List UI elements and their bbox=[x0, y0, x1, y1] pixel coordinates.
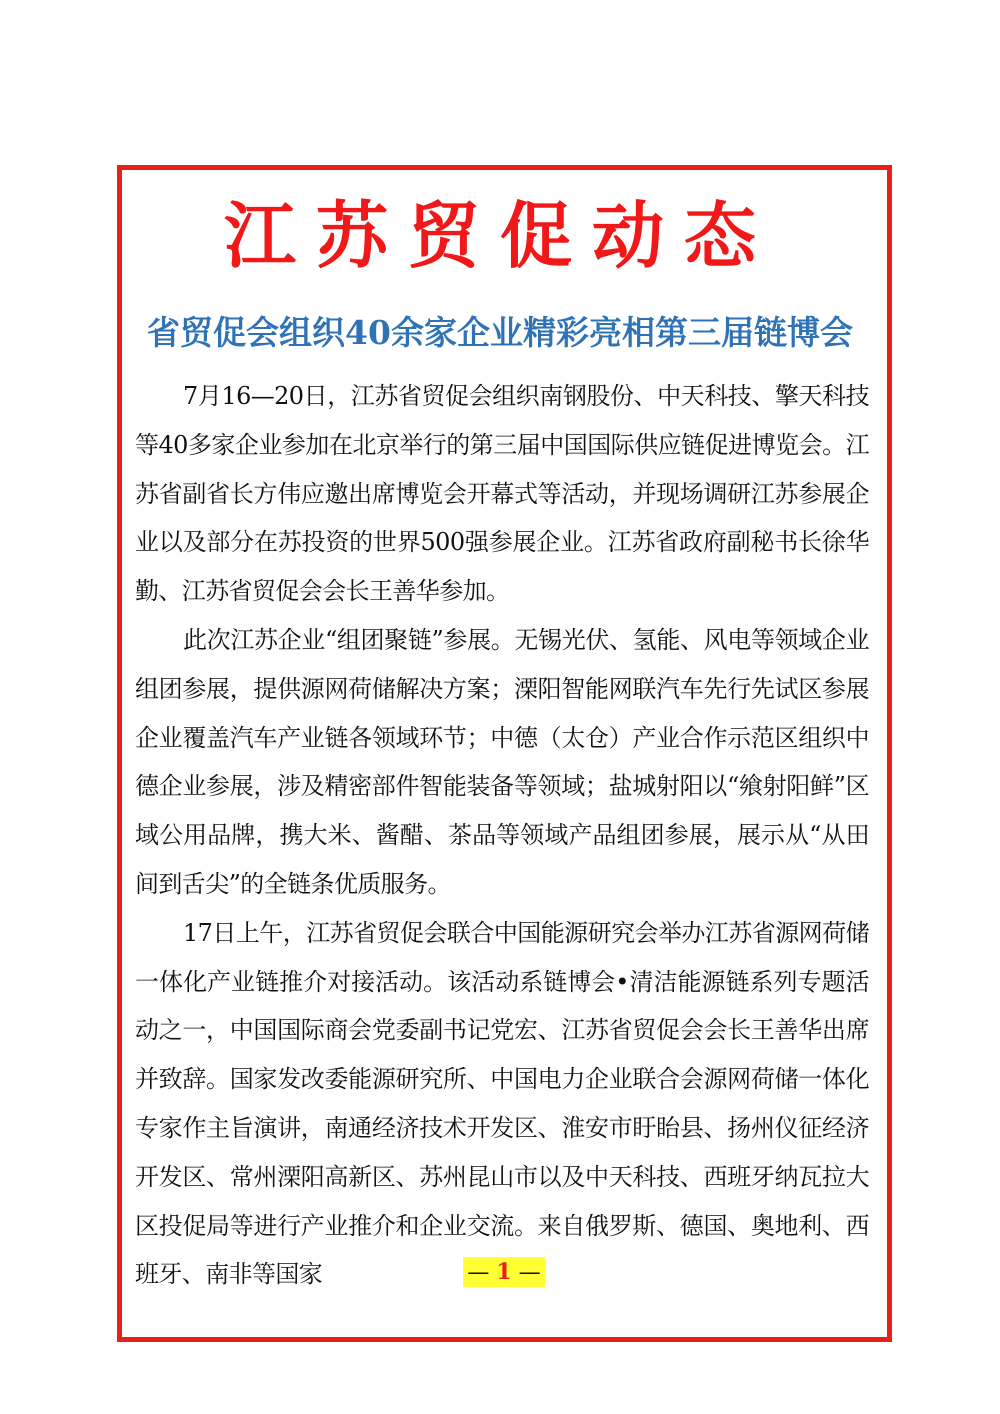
page-number-suffix: — bbox=[518, 1260, 541, 1285]
article-paragraph: 7月16—20日，江苏省贸促会组织南钢股份、中天科技、擎天科技等40多家企业参加在北京举行的第三届中国国际供应链促进博览会。江苏省副省长方伟应邀出席博览会开幕式等活动，并现场调研江苏参展企业以及部分在苏投资的世界500强参展企业。江苏省政府副秘书长徐华勤、江苏省贸促会会长王善华参加。 bbox=[135, 382, 869, 606]
article-body bbox=[135, 372, 869, 1299]
page-number-value: 1 bbox=[496, 1259, 512, 1285]
article-paragraph: 17日上午，江苏省贸促会联合中国能源研究会举办江苏省源网荷储一体化产业链推介对接活动。该活动系链博会•清洁能源链系列专题活动之一，中国国际商会党委副书记党宏、江苏省贸促会会长王善华出席并致辞。国家发改委能源研究所、中国电力企业联合会源网荷储一体化专家作主旨演讲，南通经济技术开发区、淮安市盱眙县、扬州仪征经济开发区、常州溧阳高新区、苏州昆山市以及中天科技、西班牙纳瓦拉大区投促局等进行产业推介和企业交流。来自俄罗斯、德国、奥地利、西班牙、南非等国家 bbox=[135, 918, 869, 1289]
article-paragraph: 此次江苏企业“组团聚链”参展。无锡光伏、氢能、风电等领域企业组团参展，提供源网荷储解决方案；溧阳智能网联汽车先行先试区参展企业覆盖汽车产业链各领域环节；中德（太仓）产业合作示范区组织中德企业参展，涉及精密部件智能装备等领域；盐城射阳以“飨射阳鲜”区域公用品牌，携大米、酱醋、茶品等领域产品组团参展，展示从“从田间到舌尖”的全链条优质服务。 bbox=[135, 625, 869, 898]
page-number-prefix: — bbox=[467, 1260, 490, 1285]
page-number bbox=[463, 1257, 545, 1287]
masthead-title: 江苏贸促动态 bbox=[223, 193, 776, 278]
article-headline: 省贸促会组织40余家企业精彩亮相第三届链博会 bbox=[147, 313, 853, 352]
